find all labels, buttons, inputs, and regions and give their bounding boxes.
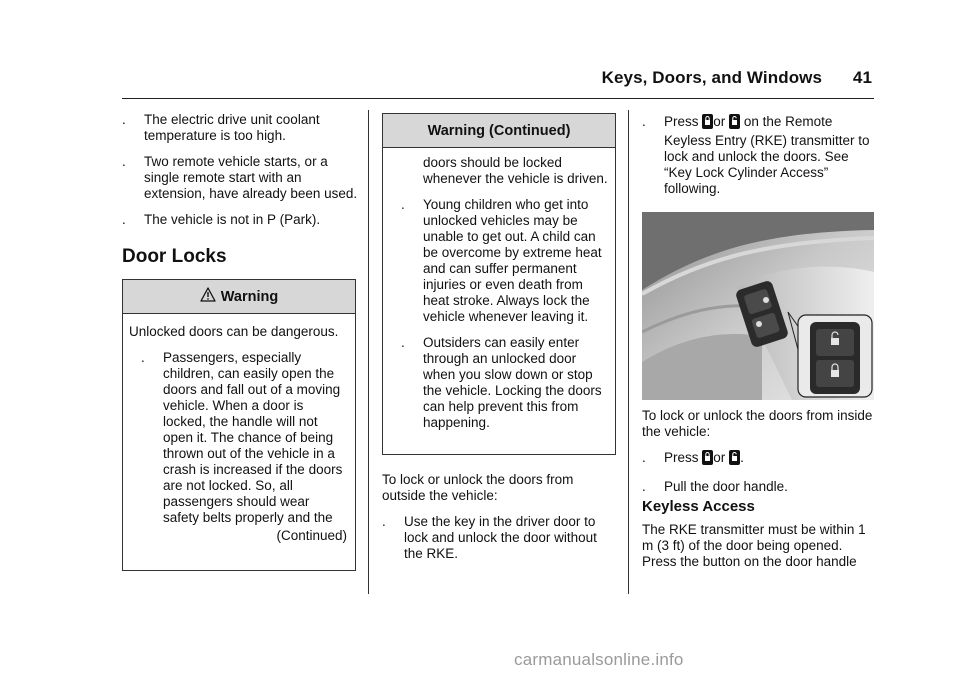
unlock-icon bbox=[729, 114, 740, 133]
header-title: Keys, Doors, and Windows bbox=[601, 68, 823, 87]
list-item bbox=[129, 350, 349, 526]
warning-intro: doors should be locked whenever the vehicle is driven. bbox=[423, 155, 608, 186]
lock-icon bbox=[702, 114, 713, 133]
bullet-marker: . bbox=[642, 450, 646, 465]
column-3-top bbox=[642, 114, 878, 207]
list-item bbox=[122, 112, 358, 144]
page-number: 41 bbox=[852, 68, 872, 87]
warning-title: Warning bbox=[220, 288, 279, 305]
bullet-marker: . bbox=[122, 154, 126, 169]
list-item bbox=[122, 212, 358, 228]
or-label: or bbox=[713, 114, 726, 129]
bullet-marker: . bbox=[141, 350, 145, 365]
warning-body bbox=[383, 148, 615, 437]
header-rule bbox=[122, 98, 874, 99]
press-label: Press bbox=[664, 114, 699, 129]
lock-icon bbox=[702, 450, 713, 469]
period: . bbox=[740, 450, 744, 465]
warning-header bbox=[383, 114, 615, 148]
list-item bbox=[642, 114, 878, 197]
bullet-marker: . bbox=[382, 514, 386, 529]
column-divider-1 bbox=[368, 110, 369, 594]
list-item-text: Passengers, especially children, can easily open the doors and fall out of a moving vehicle. When a door is locked, the handle will not open it. The chance of being thrown out of the vehicle in a crash is increased if the doors are not locked. So, all passengers should wear safety belts properly and the bbox=[163, 350, 343, 525]
warning-box bbox=[122, 279, 356, 571]
warning-intro: Unlocked doors can be dangerous. bbox=[129, 324, 339, 339]
list-item-text: The electric drive unit coolant temperature is too high. bbox=[144, 112, 320, 143]
or-label: or bbox=[713, 450, 726, 465]
bullet-rest: on the Remote Keyless Entry (RKE) transmitter to lock and unlock the doors. See “Key Lock Cylinder Access” following. bbox=[664, 114, 870, 196]
warning-triangle-icon bbox=[200, 287, 216, 306]
bullet-marker: . bbox=[122, 212, 126, 227]
list-item-text: Pull the door handle. bbox=[664, 479, 788, 494]
press-label: Press bbox=[664, 450, 699, 465]
list-item bbox=[389, 335, 609, 431]
column-2-text bbox=[382, 472, 618, 572]
list-item bbox=[642, 450, 878, 469]
column-divider-2 bbox=[628, 110, 629, 594]
continued-label: (Continued) bbox=[276, 528, 347, 543]
list-item-text bbox=[664, 114, 878, 197]
unlock-icon bbox=[729, 450, 740, 469]
bullet-marker: . bbox=[642, 479, 646, 494]
list-item-text: Outsiders can easily enter through an unlocked door when you slow down or stop the vehicle. Locking the doors can help prevent this from happening. bbox=[423, 335, 602, 430]
list-item-text: The vehicle is not in P (Park). bbox=[144, 212, 321, 227]
list-item bbox=[382, 514, 618, 562]
bullet-marker: . bbox=[401, 335, 405, 350]
warning-header bbox=[123, 280, 355, 314]
list-item-text: Use the key in the driver door to lock and unlock the door without the RKE. bbox=[404, 514, 597, 561]
door-lock-switch-photo bbox=[642, 212, 874, 400]
column-1-bullets bbox=[122, 112, 358, 238]
paragraph-outside: To lock or unlock the doors from outside the vehicle: bbox=[382, 472, 574, 503]
list-item-text: Young children who get into unlocked vehicles may be unable to get out. A child can be overcome by extreme heat and can suffer permanent injuries or even death from heat stroke. Always lock the vehicle whenever leaving it. bbox=[423, 197, 602, 324]
section-title-door-locks: Door Locks bbox=[122, 246, 227, 267]
warning-title: Warning (Continued) bbox=[427, 122, 571, 139]
paragraph-inside: To lock or unlock the doors from inside the vehicle: bbox=[642, 408, 873, 439]
paragraph-keyless: The RKE transmitter must be within 1 m (3 ft) of the door being opened. Press the button on the door handle bbox=[642, 522, 866, 569]
list-item-text: Two remote vehicle starts, or a single remote start with an extension, have already been used. bbox=[144, 154, 358, 201]
bullet-marker: . bbox=[122, 112, 126, 127]
warning-body bbox=[123, 314, 355, 550]
watermark: carmanualsonline.info bbox=[514, 650, 684, 669]
list-item bbox=[389, 197, 609, 325]
list-item bbox=[122, 154, 358, 202]
bullet-marker: . bbox=[401, 197, 405, 212]
page-header bbox=[602, 68, 872, 88]
subsection-title-keyless-access: Keyless Access bbox=[642, 498, 755, 515]
bullet-marker: . bbox=[642, 114, 646, 129]
list-item-text bbox=[664, 450, 878, 469]
list-item bbox=[642, 479, 878, 495]
column-3-inside bbox=[642, 408, 878, 505]
warning-box-continued bbox=[382, 113, 616, 455]
